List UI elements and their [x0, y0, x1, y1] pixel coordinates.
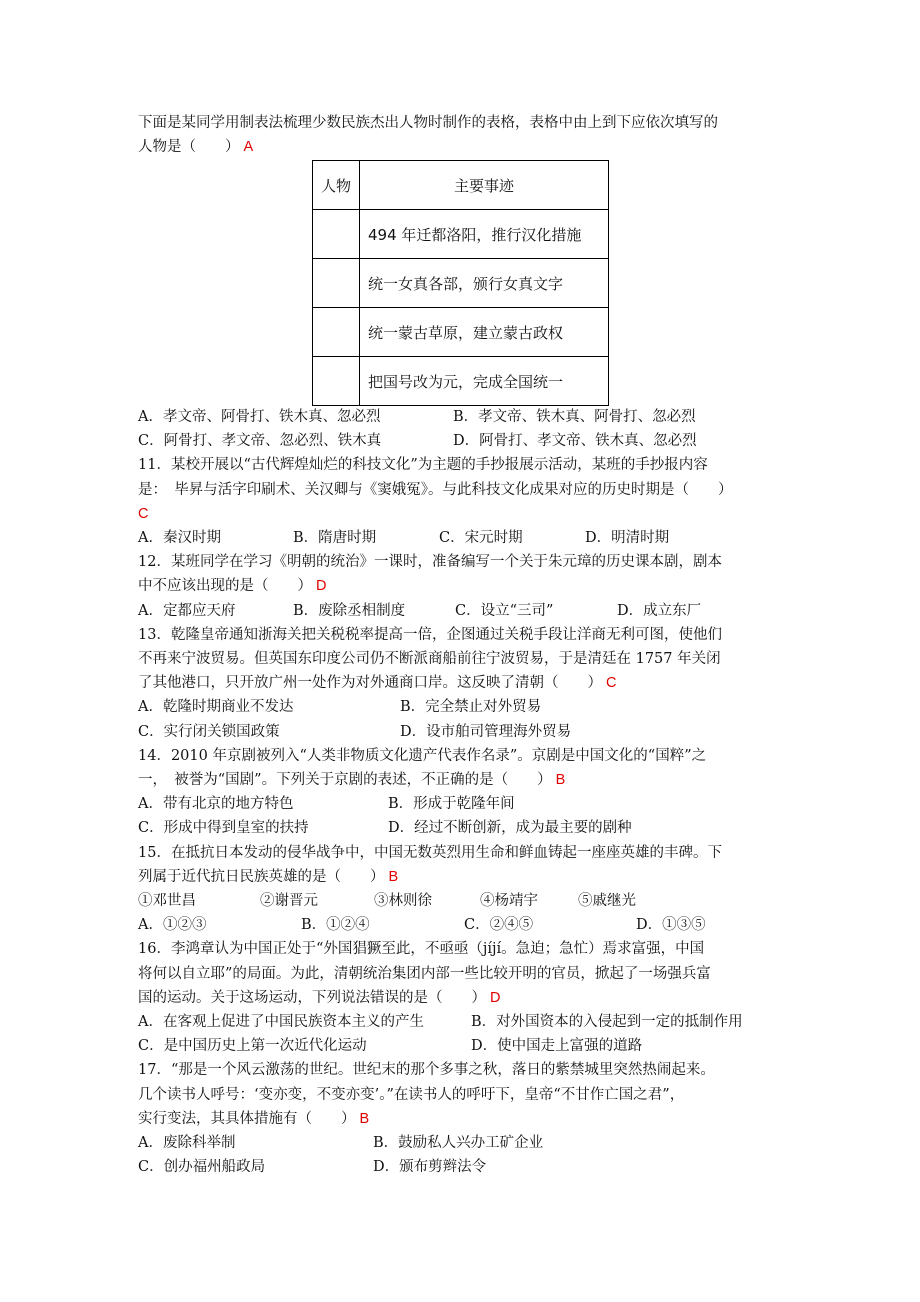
q15-option-c: C．②④⑤	[464, 917, 534, 934]
q14-options-row2	[138, 816, 788, 840]
q12-stem-line1: 12．某班同学在学习《明朝的统治》一课时，准备编写一个关于朱元璋的历史课本剧，剧本	[138, 554, 722, 571]
q16-stem-line1: 16．李鸿章认为中国正处于“外国猖獗至此，不亟亟（jíjí。急迫；急忙）焉求富强，中国	[138, 941, 705, 958]
q15-item: ③林则徐	[374, 893, 432, 910]
q15-option-d: D．①③⑤	[636, 917, 706, 934]
q10-stem-text: 人物是（ ）	[138, 139, 240, 156]
q16-answer: D	[490, 989, 501, 1006]
q13-answer: C	[606, 675, 617, 692]
q17-option-d: D．颁布剪辫法令	[373, 1159, 487, 1176]
q15-item: ④杨靖宇	[480, 893, 538, 910]
q17-options-row2	[138, 1155, 788, 1179]
q15-option-b: B．①②④	[301, 917, 370, 934]
table-cell-deed: 把国号改为元，完成全国统一	[360, 357, 609, 406]
q15-item: ②谢晋元	[260, 893, 318, 910]
table-header-person: 人物	[313, 161, 360, 210]
table-row	[313, 259, 609, 308]
q14-options-row1	[138, 792, 788, 816]
q16-option-d: D．使中国走上富强的道路	[471, 1038, 643, 1055]
q15-stem-line1: 15．在抵抗日本发动的侵华战争中，中国无数英烈用生命和鲜血铸起一座座英雄的丰碑。下	[138, 844, 722, 861]
q13-option-c: C．实行闭关锁国政策	[138, 723, 280, 740]
q11-options	[138, 526, 788, 550]
q10-options-row1	[138, 405, 788, 429]
exam-page	[138, 111, 788, 159]
q16-options-row1	[138, 1010, 788, 1034]
q11-option-c: C．宋元时期	[439, 530, 523, 547]
q13-stem-line3	[138, 671, 788, 695]
table-row	[313, 308, 609, 357]
q13-option-a: A．乾隆时期商业不发达	[138, 699, 294, 716]
q12-option-a: A．定都应天府	[138, 602, 236, 619]
q13-stem-line1: 13．乾隆皇帝通知浙海关把关税税率提高一倍，企图通过关税手段让洋商无利可图，使他们	[138, 626, 722, 643]
q11-answer-line	[138, 502, 788, 526]
q16-stem-line2: 将何以自立耶”的局面。为此，清朝统治集团内部一些比较开明的官员，掀起了一场强兵富	[138, 965, 711, 982]
q11-option-a: A．秦汉时期	[138, 530, 221, 547]
q15-stem-text: 列属于近代抗日民族英雄的是（ ）	[138, 868, 385, 885]
q12-stem-text: 中不应该出现的是（ ）	[138, 578, 312, 595]
q13-stem-line2: 不再来宁波贸易。但英国东印度公司仍不断派商船前往宁波贸易，于是清廷在 1757 年关闭	[138, 651, 721, 668]
q10-options-row2	[138, 429, 788, 453]
q15-item: ⑤戚继光	[578, 893, 636, 910]
q11-answer: C	[138, 505, 149, 522]
q16-option-c: C．是中国历史上第一次近代化运动	[138, 1038, 367, 1055]
table-cell-deed: 统一女真各部，颁行女真文字	[360, 259, 609, 308]
q11-stem-line2: 是： 毕昇与活字印刷术、关汉卿与《窦娥冤》。与此科技文化成果对应的历史时期是（ ）	[138, 481, 733, 498]
q10-option-a: A．孝文帝、阿骨打、铁木真、忽必烈	[138, 409, 381, 425]
q10-option-b: B．孝文帝、铁木真、阿骨打、忽必烈	[453, 409, 696, 425]
q12-option-b: B．废除丞相制度	[293, 602, 406, 619]
q10-stem-line1: 下面是某同学用制表法梳理少数民族杰出人物时制作的表格，表格中由上到下应依次填写的	[138, 115, 718, 131]
q14-option-b: B．形成于乾隆年间	[388, 796, 515, 813]
q16-stem-text: 国的运动。关于这场运动，下列说法错误的是（ ）	[138, 989, 486, 1006]
q16-options-row2	[138, 1034, 788, 1058]
q14-option-d: D．经过不断创新，成为最主要的剧种	[388, 820, 632, 837]
table-cell-person	[313, 210, 360, 259]
q12-option-c: C．设立“三司”	[455, 602, 554, 619]
table-cell-deed: 494 年迁都洛阳，推行汉化措施	[360, 210, 609, 259]
q11-option-b: B．隋唐时期	[293, 530, 377, 547]
q14-option-a: A．带有北京的地方特色	[138, 796, 294, 813]
q10-option-c: C．阿骨打、孝文帝、忽必烈、铁木真	[138, 433, 382, 450]
exam-page-continued	[138, 405, 788, 1180]
table-cell-person	[313, 357, 360, 406]
table-row	[313, 357, 609, 406]
q13-option-b: B．完全禁止对外贸易	[400, 699, 542, 716]
q14-stem-text: 一， 被誉为“国剧”。下列关于京剧的表述，不正确的是（ ）	[138, 772, 552, 789]
q10-stem-line2	[138, 135, 788, 159]
q15-options	[138, 913, 788, 937]
q11-option-d: D．明清时期	[585, 530, 670, 547]
q14-stem-line1: 14．2010 年京剧被列入“人类非物质文化遗产代表作名录”。京剧是中国文化的“国粹”之	[138, 747, 707, 764]
q14-option-c: C．形成中得到皇室的扶持	[138, 820, 309, 837]
table-cell-person	[313, 259, 360, 308]
q13-options-row1	[138, 695, 788, 719]
q15-option-a: A．①②③	[138, 917, 207, 934]
q16-option-b: B．对外国资本的入侵起到一定的抵制作用	[471, 1014, 743, 1031]
q15-item: ①邓世昌	[138, 893, 196, 910]
q17-answer: B	[359, 1110, 370, 1127]
q17-option-b: B．鼓励私人兴办工矿企业	[373, 1135, 544, 1152]
q13-options-row2	[138, 720, 788, 744]
q17-stem-text: 实行变法，其具体措施有（ ）	[138, 1110, 356, 1127]
q12-options	[138, 599, 788, 623]
q16-stem-line3	[138, 986, 788, 1010]
table-header-deed: 主要事迹	[360, 161, 609, 210]
figures-table	[312, 160, 609, 406]
q17-option-c: C．创办福州船政局	[138, 1159, 266, 1176]
q16-option-a: A．在客观上促进了中国民族资本主义的产生	[138, 1014, 424, 1031]
table-cell-person	[313, 308, 360, 357]
q13-stem-text: 了其他港口，只开放广州一处作为对外通商口岸。这反映了清朝（ ）	[138, 675, 602, 692]
q15-stem-line2	[138, 865, 788, 889]
q17-option-a: A．废除科举制	[138, 1135, 236, 1152]
q17-stem-line1: 17．“那是一个风云激荡的世纪。世纪末的那个多事之秋，落日的紫禁城里突然热闹起来。	[138, 1062, 715, 1079]
q17-stem-line3	[138, 1107, 788, 1131]
q10-answer: A	[243, 139, 254, 156]
q12-answer: D	[316, 578, 327, 595]
q15-items	[138, 889, 788, 913]
q14-stem-line2	[138, 768, 788, 792]
table-row	[313, 210, 609, 259]
q14-answer: B	[555, 772, 566, 789]
q13-option-d: D．设市舶司管理海外贸易	[400, 723, 572, 740]
q15-answer: B	[388, 868, 399, 885]
table-header-row	[313, 161, 609, 210]
q11-stem-line1: 11．某校开展以“古代辉煌灿烂的科技文化”为主题的手抄报展示活动，某班的手抄报内容	[138, 457, 708, 474]
q17-options-row1	[138, 1131, 788, 1155]
q12-option-d: D．成立东厂	[617, 602, 702, 619]
table-cell-deed: 统一蒙古草原，建立蒙古政权	[360, 308, 609, 357]
q17-stem-line2: 几个读书人呼号：‘变亦变，不变亦变’。”在读书人的呼吁下，皇帝“不甘作亡国之君”，	[138, 1086, 685, 1103]
q10-option-d: D．阿骨打、孝文帝、铁木真、忽必烈	[453, 433, 697, 450]
q12-stem-line2	[138, 574, 788, 598]
